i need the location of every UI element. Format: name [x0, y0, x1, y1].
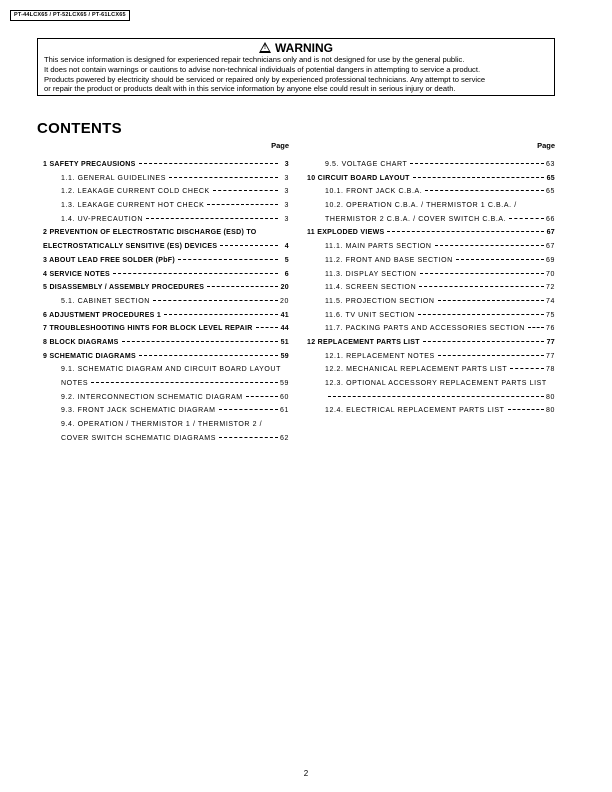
toc-entry[interactable] — [43, 172, 289, 186]
toc-entry-label: 10.1. FRONT JACK C.B.A. — [325, 188, 423, 196]
toc-leader-dots — [146, 218, 278, 219]
toc-entry-page: 69 — [546, 256, 555, 264]
toc-entry-page: 3 — [284, 188, 289, 196]
toc-leader-dots — [207, 204, 278, 205]
toc-entry[interactable] — [307, 172, 555, 186]
toc-leader-dots — [256, 327, 278, 328]
model-numbers-header: PT-44LCX65 / PT-52LCX65 / PT-61LCX65 — [10, 10, 130, 21]
toc-entry-page: 59 — [280, 352, 289, 360]
toc-leader-dots — [419, 286, 544, 287]
toc-entry[interactable] — [307, 254, 555, 268]
toc-entry-label: 9.5. VOLTAGE CHART — [325, 161, 408, 168]
toc-entry-label: 11.3. DISPLAY SECTION — [325, 270, 417, 278]
toc-right-column — [307, 141, 555, 418]
toc-entry-label: ELECTROSTATICALLY SENSITIVE (ES) DEVICES — [43, 243, 218, 251]
toc-entry[interactable] — [43, 363, 289, 377]
toc-leader-dots — [219, 409, 278, 410]
toc-entry-label: 4 SERVICE NOTES — [43, 270, 111, 278]
toc-entry-label: 1.1. GENERAL GUIDELINES — [61, 174, 166, 182]
toc-entry-label: 11.5. PROJECTION SECTION — [325, 297, 435, 305]
toc-entry-label: 9.2. INTERCONNECTION SCHEMATIC DIAGRAM — [61, 393, 243, 401]
toc-entry-page: 44 — [280, 325, 289, 333]
toc-entry-page: 3 — [284, 174, 289, 182]
toc-left-column — [43, 141, 289, 445]
toc-entry-page: 60 — [280, 393, 289, 401]
toc-entry[interactable] — [43, 350, 289, 364]
toc-entry-label: 1.2. LEAKAGE CURRENT COLD CHECK — [61, 188, 210, 196]
toc-entry[interactable] — [43, 322, 289, 336]
toc-entry[interactable] — [43, 391, 289, 405]
toc-entry-page: 20 — [280, 284, 289, 292]
toc-entry[interactable] — [43, 281, 289, 295]
toc-entry-label: 8 BLOCK DIAGRAMS — [43, 338, 119, 346]
toc-entry-page: 80 — [546, 393, 555, 401]
toc-entry-label: 12.3. OPTIONAL ACCESSORY REPLACEMENT PARTS LIST — [325, 380, 547, 387]
toc-entry-label: 9 SCHEMATIC DIAGRAMS — [43, 352, 136, 360]
warning-line: or repair the product or products dealt with in this service information by anyone else could result in serious injury or death. — [44, 84, 456, 94]
toc-entry-label: 9.1. SCHEMATIC DIAGRAM AND CIRCUIT BOARD LAYOUT — [61, 366, 281, 374]
toc-entry[interactable] — [43, 213, 289, 227]
toc-leader-dots — [438, 300, 544, 301]
toc-entry[interactable] — [43, 158, 289, 172]
toc-entry[interactable] — [307, 226, 555, 240]
toc-entry[interactable] — [43, 268, 289, 282]
warning-line: Products powered by electricity should be serviced or repaired only by experienced professional technicians. Any attempt to service — [44, 74, 486, 84]
toc-leader-dots — [178, 259, 278, 260]
warning-triangle-icon: ! — [259, 42, 271, 53]
toc-leader-dots — [213, 190, 278, 191]
toc-entry[interactable] — [43, 404, 289, 418]
toc-entry-page: 74 — [546, 297, 555, 305]
toc-entry-page: 72 — [546, 284, 555, 292]
toc-entry-page: 3 — [284, 202, 289, 210]
toc-entry-page: 51 — [280, 338, 289, 346]
warning-title — [44, 41, 548, 55]
toc-entry[interactable] — [43, 185, 289, 199]
toc-entry-page: 80 — [546, 407, 555, 415]
toc-entry-label: 11.2. FRONT AND BASE SECTION — [325, 256, 453, 264]
toc-leader-dots — [425, 190, 544, 191]
toc-entry-label: 10 CIRCUIT BOARD LAYOUT — [307, 174, 410, 182]
toc-entry[interactable] — [43, 309, 289, 323]
toc-entry-page: 78 — [546, 366, 555, 374]
toc-entry-page: 65 — [546, 174, 555, 182]
toc-leader-dots — [410, 163, 544, 164]
toc-entry-page: 62 — [280, 434, 289, 442]
toc-entry-page: 75 — [546, 311, 555, 319]
toc-entry-label: 5.1. CABINET SECTION — [61, 297, 150, 305]
toc-entry-page: 65 — [546, 188, 555, 196]
toc-entry[interactable] — [43, 336, 289, 350]
toc-entry[interactable] — [43, 377, 289, 391]
toc-entry-page: 63 — [546, 161, 555, 168]
toc-entry-label: 5 DISASSEMBLY / ASSEMBLY PROCEDURES — [43, 284, 205, 292]
toc-leader-dots — [139, 355, 278, 356]
toc-entry[interactable] — [307, 199, 555, 213]
toc-entry[interactable] — [307, 377, 555, 391]
page-column-header: Page — [271, 141, 289, 150]
toc-leader-dots — [219, 437, 278, 438]
warning-line: This service information is designed for experienced repair technicians only and is not designed for use by the general public. — [44, 55, 465, 64]
toc-entry[interactable] — [307, 363, 555, 377]
toc-leader-dots — [528, 327, 544, 328]
toc-entry-label: 1 SAFETY PRECAUSIONS — [43, 161, 136, 168]
toc-entry-page: 76 — [546, 325, 555, 333]
toc-entry-page: 66 — [546, 215, 555, 223]
toc-list-left — [43, 158, 289, 445]
toc-entry-label: 12.4. ELECTRICAL REPLACEMENT PARTS LIST — [325, 407, 505, 415]
toc-leader-dots — [435, 245, 544, 246]
toc-entry-page: 6 — [284, 270, 289, 278]
toc-entry-label: 9.4. OPERATION / THERMISTOR 1 / THERMISTOR 2 / — [61, 421, 263, 429]
toc-leader-dots — [169, 177, 278, 178]
toc-entry-page: 59 — [280, 380, 289, 387]
warning-line: It does not contain warnings or cautions to advise non-technical individuals of potential dangers in attempting to service a product. — [44, 64, 481, 74]
toc-entry-label: 6 ADJUSTMENT PROCEDURES 1 — [43, 311, 162, 319]
toc-entry-page: 70 — [546, 270, 555, 278]
toc-leader-dots — [246, 396, 278, 397]
toc-entry[interactable] — [307, 240, 555, 254]
toc-entry-label: 11.1. MAIN PARTS SECTION — [325, 243, 432, 251]
toc-entry-label: 12.1. REPLACEMENT NOTES — [325, 352, 435, 360]
toc-entry[interactable] — [307, 391, 555, 405]
toc-entry[interactable] — [307, 281, 555, 295]
toc-leader-dots — [423, 341, 544, 342]
toc-entry-label: 12 REPLACEMENT PARTS LIST — [307, 338, 420, 346]
toc-leader-dots — [207, 286, 278, 287]
toc-entry[interactable] — [307, 185, 555, 199]
toc-leader-dots — [508, 409, 544, 410]
toc-entry-page: 77 — [546, 352, 555, 360]
toc-leader-dots — [413, 177, 544, 178]
toc-leader-dots — [122, 341, 278, 342]
toc-entry[interactable] — [307, 158, 555, 172]
toc-entry-page: 41 — [280, 311, 289, 319]
toc-entry[interactable] — [43, 418, 289, 432]
toc-entry[interactable] — [307, 213, 555, 227]
toc-entry[interactable] — [307, 336, 555, 350]
toc-entry[interactable] — [43, 199, 289, 213]
toc-entry-page: 3 — [284, 161, 289, 168]
toc-entry-label: 11.7. PACKING PARTS AND ACCESSORIES SECTION — [325, 325, 525, 333]
toc-entry[interactable] — [307, 322, 555, 336]
warning-text — [44, 55, 548, 94]
toc-entry[interactable] — [43, 226, 289, 240]
toc-entry-label: 9.3. FRONT JACK SCHEMATIC DIAGRAM — [61, 407, 216, 415]
toc-entry-label: COVER SWITCH SCHEMATIC DIAGRAMS — [61, 434, 216, 442]
page-column-header: Page — [537, 141, 555, 150]
toc-entry-label: 12.2. MECHANICAL REPLACEMENT PARTS LIST — [325, 366, 508, 374]
toc-entry-label: 11 EXPLODED VIEWS — [307, 229, 385, 237]
toc-entry-label: NOTES — [61, 380, 89, 387]
warning-box — [37, 38, 555, 96]
toc-leader-dots — [164, 314, 278, 315]
toc-entry-label: 10.2. OPERATION C.B.A. / THERMISTOR 1 C.B.A. / — [325, 202, 517, 210]
toc-leader-dots — [510, 368, 544, 369]
toc-leader-dots — [418, 314, 544, 315]
toc-entry[interactable] — [43, 254, 289, 268]
toc-entry-page: 4 — [284, 243, 289, 251]
toc-leader-dots — [139, 163, 278, 164]
toc-entry[interactable] — [43, 295, 289, 309]
toc-leader-dots — [387, 231, 544, 232]
toc-entry-label: 11.6. TV UNIT SECTION — [325, 311, 415, 319]
toc-leader-dots — [91, 382, 278, 383]
toc-leader-dots — [153, 300, 278, 301]
toc-entry-label: 11.4. SCREEN SECTION — [325, 284, 417, 292]
toc-entry[interactable] — [43, 240, 289, 254]
toc-entry-label: THERMISTOR 2 C.B.A. / COVER SWITCH C.B.A. — [325, 215, 507, 223]
toc-entry[interactable] — [43, 432, 289, 446]
toc-entry-label: 1.3. LEAKAGE CURRENT HOT CHECK — [61, 202, 205, 210]
toc-entry-page: 67 — [546, 243, 555, 251]
toc-entry-label: 1.4. UV-PRECAUTION — [61, 215, 143, 223]
toc-entry-label: 3 ABOUT LEAD FREE SOLDER (PbF) — [43, 256, 176, 264]
toc-list-right — [307, 158, 555, 418]
toc-entry-page: 67 — [546, 229, 555, 237]
toc-entry-page: 20 — [280, 297, 289, 305]
warning-title-text: WARNING — [275, 41, 333, 55]
toc-entry-page: 5 — [284, 256, 289, 264]
toc-entry[interactable] — [307, 309, 555, 323]
toc-entry[interactable] — [307, 404, 555, 418]
toc-leader-dots — [438, 355, 544, 356]
page-number: 2 — [303, 769, 309, 778]
toc-entry-page: 77 — [546, 338, 555, 346]
toc-leader-dots — [509, 218, 544, 219]
toc-leader-dots — [456, 259, 544, 260]
toc-entry[interactable] — [307, 350, 555, 364]
toc-entry[interactable] — [307, 295, 555, 309]
toc-entry[interactable] — [307, 268, 555, 282]
toc-leader-dots — [220, 245, 278, 246]
toc-entry-page: 61 — [280, 407, 289, 415]
contents-title: CONTENTS — [37, 120, 122, 137]
toc-entry-label: 7 TROUBLESHOOTING HINTS FOR BLOCK LEVEL REPAIR — [43, 325, 253, 333]
toc-leader-dots — [328, 396, 544, 397]
toc-leader-dots — [420, 273, 544, 274]
toc-leader-dots — [113, 273, 278, 274]
toc-entry-page: 3 — [284, 215, 289, 223]
toc-entry-label: 2 PREVENTION OF ELECTROSTATIC DISCHARGE (ESD) TO — [43, 229, 257, 237]
